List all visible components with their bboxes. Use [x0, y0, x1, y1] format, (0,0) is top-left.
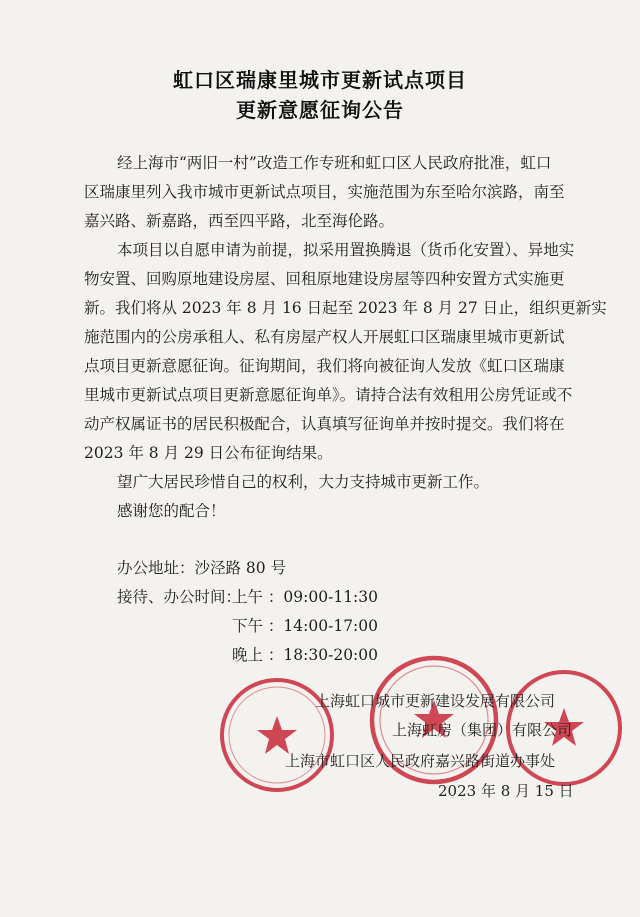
paragraph-2-line: 2023 年 8 月 29 日公布征询结果。 [84, 444, 333, 462]
paragraph-2-line: 里城市更新试点项目更新意愿征询单》。请持合法有效租用公房凭证或不 [84, 386, 573, 404]
paragraph-2-line: 施范围内的公房承租人、私有房屋产权人开展虹口区瑞康里城市更新试 [84, 328, 565, 346]
office-hours-label: 接待、办公时间： [117, 588, 242, 606]
office-hours-morning: 上午 ：09:00-11:30 [232, 588, 379, 606]
paragraph-2-line: 物安置、回购原地建设房屋、回租原地建设房屋等四种安置方式实施更 [84, 270, 565, 288]
office-address: 办公地址：沙泾路 80 号 [117, 559, 287, 577]
signatory-3: 上海市虹口区人民政府嘉兴路街道办事处 [285, 752, 556, 770]
paragraph-2-line: 本项目以自愿申请为前提，拟采用置换腾退（货币化安置）、异地实 [117, 241, 575, 259]
paragraph-1-line: 经上海市“两旧一村”改造工作专班和虹口区人民政府批准，虹口 [117, 154, 552, 172]
paragraph-2-line: 新。我们将从 2023 年 8 月 16 日起至 2023 年 8 月 27 日止，组织更新实 [84, 299, 607, 317]
office-hours-evening: 晚上 ：18:30-20:00 [232, 646, 379, 664]
signatory-1: 上海虹口城市更新建设发展有限公司 [315, 692, 556, 710]
thanks-line: 感谢您的配合！ [117, 502, 226, 520]
page-title: 虹口区瑞康里城市更新试点项目 [173, 68, 467, 92]
issue-date: 2023 年 8 月 15 日 [438, 782, 574, 800]
paragraph-1-line: 区瑞康里列入我市城市更新试点项目，实施范围为东至哈尔滨路，南至 [84, 183, 565, 201]
paragraph-2-line: 点项目更新意愿征询。征询期间，我们将向被征询人发放《虹口区瑞康 [84, 357, 565, 375]
paragraph-3: 望广大居民珍惜自己的权利，大力支持城市更新工作。 [117, 473, 490, 491]
paragraph-1-line: 嘉兴路、新嘉路，西至四平路，北至海伦路。 [84, 212, 395, 230]
paragraph-2-line: 动产权属证书的居民积极配合，认真填写征询单并按时提交。我们将在 [84, 415, 565, 433]
office-hours-afternoon: 下午 ：14:00-17:00 [232, 617, 379, 635]
signatory-2: 上海虹房（集团）有限公司 [392, 721, 573, 739]
page-subtitle: 更新意愿征询公告 [236, 98, 404, 122]
